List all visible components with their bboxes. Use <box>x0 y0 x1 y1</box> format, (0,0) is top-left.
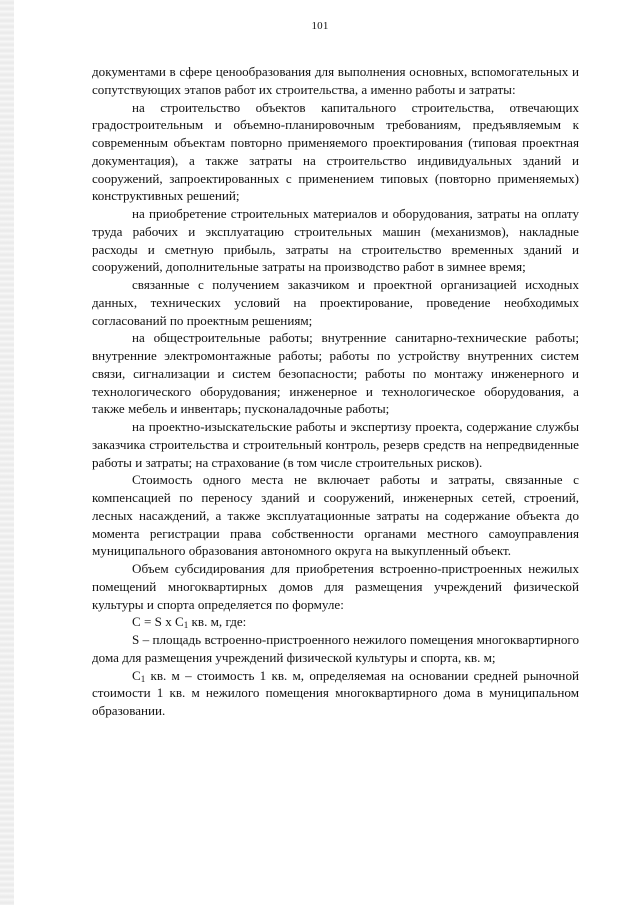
formula-subscript: 1 <box>183 620 189 631</box>
paragraph-general-works: на общестроительные работы; внутренние санитарно-технические работы; внутренние электромонтажные работы; работы по устройству внутренних систем связи, сигнализации и систем безопасности; работы по монтажу инженерного и технологического оборудования; инженерное и технологическое оборудования, а также мебель и инвентарь; пусконаладочные работы; <box>92 330 579 417</box>
paragraph-materials: на приобретение строительных материалов и оборудования, затраты на оплату труда рабочих и эксплуатацию строительных машин (механизмов), накладные расходы и сметную прибыль, затраты на строительство временных зданий и сооружений, дополнительные затраты на производство работ в зимнее время; <box>92 206 579 275</box>
scan-edge-shadow <box>0 0 14 905</box>
definition-c1 <box>92 667 579 720</box>
page-number: 101 <box>311 20 329 32</box>
paragraph-initial-data: связанные с получением заказчиком и проектной организацией исходных данных, технических условий на проектирование, проведение необходимых согласований по проектным решениям; <box>92 277 579 328</box>
paragraph-capital-construction: на строительство объектов капитального строительства, отвечающих градостроительным и объемно-планировочным требованиям, предъявляемым к современным объектам повторно применяемого проектирования (типовая проектная документация), а также затраты на строительство индивидуальных зданий и сооружений, запроектированных с применением типовых (повторно применяемых) конструктивных решений; <box>92 99 579 204</box>
paragraph-exclusions: Стоимость одного места не включает работы и затраты, связанные с компенсацией по переносу зданий и сооружений, инженерных сетей, строений, лесных насаждений, а также эксплуатационные затраты на содержание объекта до момента регистрации права собственности органами местного самоуправления муниципального образования автономного округа на выкупленный объект. <box>92 472 579 559</box>
definition-c1-text: кв. м – стоимость 1 кв. м, определяемая на основании средней рыночной стоимости 1 кв. м нежилого помещения многоквартирного дома в муниципальном образовании. <box>92 667 579 718</box>
document-body <box>92 63 579 720</box>
formula-rhs: кв. м, где: <box>188 614 247 630</box>
paragraph-subsidy-volume: Объем субсидирования для приобретения встроенно-пристроенных нежилых помещений многоквартирных домов для размещения учреждений физической культуры и спорта определяется по формуле: <box>92 561 579 612</box>
definition-s: S – площадь встроенно-пристроенного нежилого помещения многоквартирного дома для размещения учреждений физической культуры и спорта, кв. м; <box>92 632 579 665</box>
definition-c1-symbol: С <box>132 667 141 683</box>
paragraph-design-survey: на проектно-изыскательские работы и экспертизу проекта, содержание службы заказчика строительства и строительный контроль, резерв средств на непредвиденные работы и затраты; на страхование (в том числе строительных рисков). <box>92 419 579 470</box>
formula-lhs: С = S x С <box>132 614 184 630</box>
paragraph-intro: документами в сфере ценообразования для выполнения основных, вспомогательных и сопутствующих этапов работ их строительства, а именно работы и затраты: <box>92 64 579 97</box>
definition-c1-subscript: 1 <box>140 673 146 684</box>
formula <box>92 613 579 631</box>
